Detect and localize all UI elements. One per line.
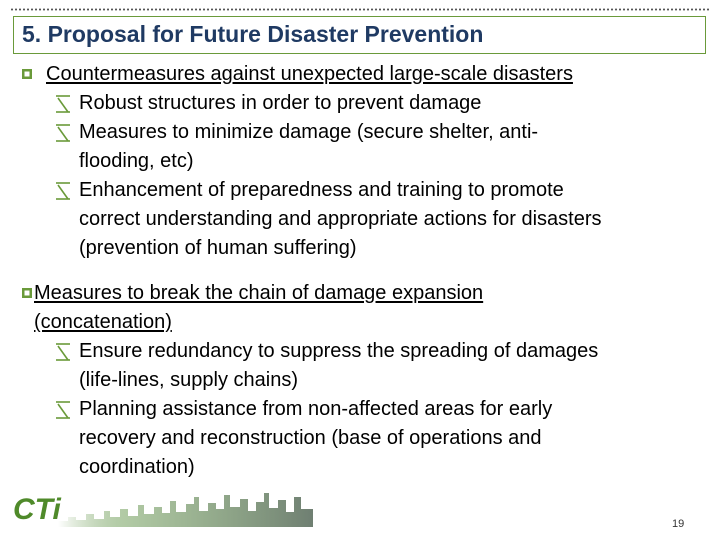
bullet-text: Countermeasures against unexpected large-scale disasters	[46, 63, 573, 85]
sub-bullet	[0, 337, 720, 395]
sub-bullet-line: coordination)	[79, 456, 195, 478]
sub-bullet-line: Measures to minimize damage (secure shelter, anti-	[79, 121, 539, 143]
stroke-bullet-icon	[55, 181, 73, 201]
stroke-bullet-icon	[55, 342, 73, 362]
sub-bullet-line: (life-lines, supply chains)	[79, 369, 298, 391]
slide-content	[0, 60, 720, 482]
sub-bullet	[0, 118, 720, 176]
sub-bullet-text: Robust structures in order to prevent damage	[79, 92, 482, 114]
sub-bullet-line: Ensure redundancy to suppress the spreading of damages	[79, 340, 599, 362]
top-dotted-rule	[10, 8, 710, 11]
bullet-level1	[0, 60, 720, 89]
bullet-level1	[0, 279, 720, 337]
bullet-text: Measures to break the chain of damage expansion	[34, 282, 484, 304]
bullet-gap	[0, 263, 720, 279]
sub-bullet	[0, 176, 720, 263]
sub-bullet	[0, 89, 720, 118]
sub-bullet-line: flooding, etc)	[79, 150, 194, 172]
sub-bullet-line: Enhancement of preparedness and training to promote	[79, 179, 564, 201]
city-skyline-image	[58, 487, 313, 527]
sub-bullet-line: recovery and reconstruction (base of operations and	[79, 427, 542, 449]
sub-bullet-line: Planning assistance from non-affected areas for early	[79, 398, 553, 420]
sub-bullet-line: correct understanding and appropriate actions for disasters	[79, 208, 602, 230]
logo-text: CTi	[13, 493, 61, 526]
title-box	[13, 16, 706, 54]
square-bullet-icon	[22, 69, 32, 79]
bullet-text: (concatenation)	[34, 311, 172, 333]
sub-bullet-line: (prevention of human suffering)	[79, 237, 357, 259]
stroke-bullet-icon	[55, 94, 73, 114]
stroke-bullet-icon	[55, 123, 73, 143]
company-logo	[13, 487, 61, 527]
square-bullet-icon	[22, 288, 32, 298]
stroke-bullet-icon	[55, 400, 73, 420]
page-number: 19	[672, 518, 685, 530]
sub-bullet	[0, 395, 720, 482]
slide-title: 5. Proposal for Future Disaster Prevention	[22, 21, 484, 47]
